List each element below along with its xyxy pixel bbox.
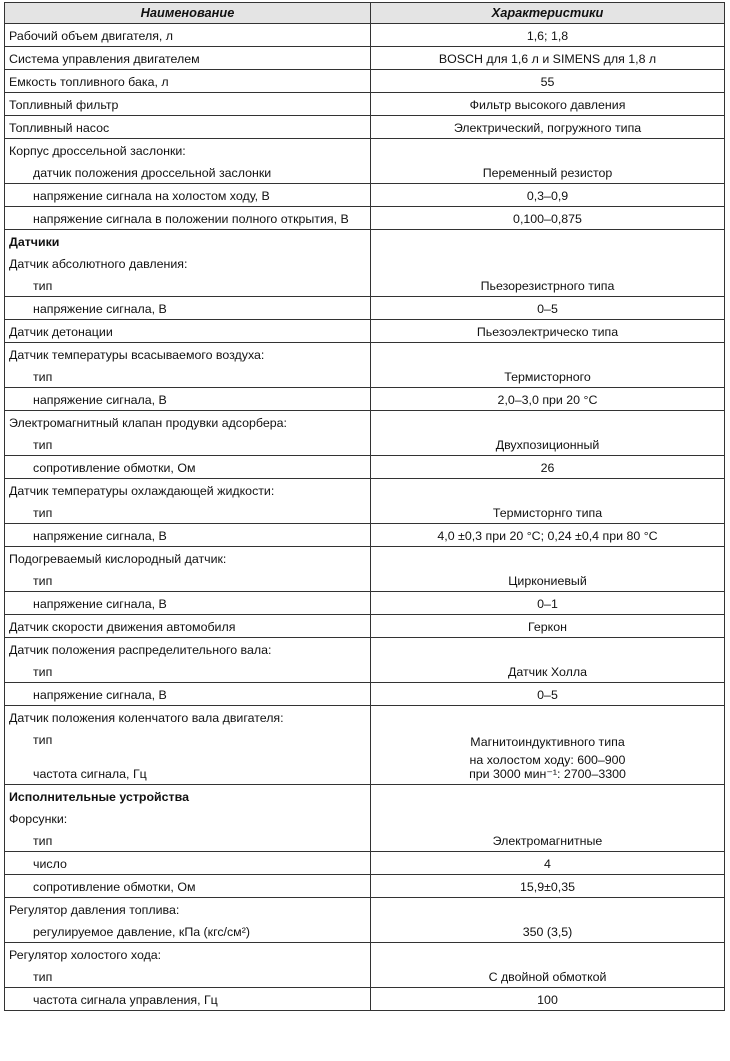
row-name-cell [5,638,371,683]
table-row [5,852,725,875]
row-value-cell [371,24,725,47]
row-name-cell [5,615,371,638]
parameter-name-text: напряжение сигнала на холостом ходу, В [33,189,270,203]
parameter-value-text: 2,0–3,0 при 20 °С [497,393,598,407]
table-row [5,683,725,706]
row-name-cell [5,184,371,207]
parameter-name-text: напряжение сигнала в положении полного открытия, В [33,212,349,226]
row-name-cell [5,70,371,93]
spec-table [4,2,725,1011]
parameter-value [375,943,720,965]
table-row [5,615,725,638]
row-value-cell [371,943,725,988]
parameter-name-text: Емкость топливного бака, л [9,75,169,89]
parameter-name [9,785,366,807]
row-name-cell [5,706,371,785]
parameter-name-text: датчик положения дроссельной заслонки [33,166,272,180]
parameter-name-text: напряжение сигнала, В [33,597,167,611]
row-value-cell [371,320,725,343]
parameter-name-text: тип [33,370,53,384]
row-value-cell [371,479,725,524]
parameter-name [9,161,366,183]
table-row [5,207,725,230]
parameter-name [9,184,366,206]
row-value-cell [371,638,725,683]
table-row [5,411,725,456]
parameter-name-text: Рабочий объем двигателя, л [9,29,174,43]
row-value-cell [371,139,725,184]
row-name-cell [5,785,371,852]
parameter-value [375,852,720,874]
parameter-name-text: напряжение сигнала, В [33,688,167,702]
table-row [5,592,725,615]
row-name-cell [5,943,371,988]
parameter-name [9,252,366,274]
row-value-cell [371,47,725,70]
parameter-name [9,988,366,1010]
parameter-value [375,524,720,546]
column-header-value: Характеристики [371,3,725,24]
row-name-cell [5,230,371,297]
parameter-name [9,501,366,523]
parameter-value [375,93,720,115]
parameter-name [9,875,366,897]
row-name-cell [5,297,371,320]
parameter-value [375,320,720,342]
table-row [5,638,725,683]
parameter-name-text: Регулятор холостого хода: [9,948,162,962]
parameter-value [375,365,720,387]
table-row [5,47,725,70]
row-value-cell [371,184,725,207]
parameter-name [9,207,366,229]
row-name-cell [5,592,371,615]
parameter-value [375,252,720,274]
row-value-cell [371,785,725,852]
parameter-name-text: частота сигнала управления, Гц [33,993,218,1007]
parameter-value-text: 1,6; 1,8 [526,29,569,43]
parameter-name [9,47,366,69]
table-row [5,70,725,93]
parameter-value-text: на холостом ходу: 600–900 при 3000 мин⁻¹: 2700–3300 [469,753,626,781]
parameter-value-text: Переменный резистор [482,166,613,180]
row-value-cell [371,411,725,456]
row-value-cell [371,852,725,875]
parameter-value [375,411,720,433]
row-name-cell [5,411,371,456]
parameter-value [375,988,720,1010]
row-value-cell [371,524,725,547]
table-row [5,706,725,785]
row-value-cell [371,70,725,93]
parameter-name-text: число [33,857,67,871]
parameter-value [375,501,720,523]
parameter-name-text: Датчик скорости движения автомобиля [9,620,236,634]
row-value-cell [371,230,725,297]
parameter-name-text: напряжение сигнала, В [33,302,167,316]
parameter-name [9,70,366,92]
parameter-value [375,875,720,897]
parameter-name [9,807,366,829]
parameter-name [9,411,366,433]
table-row [5,943,725,988]
parameter-name-text: напряжение сигнала, В [33,529,167,543]
row-name-cell [5,988,371,1011]
parameter-name-text: Топливный фильтр [9,98,119,112]
parameter-name [9,615,366,637]
header-row [5,3,725,24]
table-row [5,456,725,479]
row-name-cell [5,343,371,388]
parameter-value [375,569,720,591]
parameter-name-text: регулируемое давление, кПа (кгс/см²) [33,925,250,939]
parameter-name-text: тип [33,574,53,588]
row-value-cell [371,207,725,230]
table-row [5,320,725,343]
parameter-name [9,750,366,784]
row-name-cell [5,547,371,592]
row-value-cell [371,116,725,139]
parameter-value [375,70,720,92]
parameter-name-text: Система управления двигателем [9,52,200,66]
parameter-name [9,388,366,410]
parameter-name [9,230,366,252]
parameter-value-text: С двойной обмоткой [488,970,607,984]
parameter-name [9,728,366,750]
parameter-value-text: 4 [544,857,551,871]
parameter-value-text: 26 [540,461,555,475]
parameter-value-text: 0–5 [537,688,558,702]
row-name-cell [5,852,371,875]
row-name-cell [5,93,371,116]
parameter-value [375,433,720,455]
parameter-name [9,24,366,46]
row-name-cell [5,207,371,230]
parameter-value [375,47,720,69]
parameter-value [375,730,720,752]
row-name-cell [5,139,371,184]
table-row [5,116,725,139]
parameter-value-text: Датчик Холла [507,665,588,679]
parameter-name [9,569,366,591]
parameter-name [9,320,366,342]
parameter-value-text: 4,0 ±0,3 при 20 °С; 0,24 ±0,4 при 80 °С [437,529,658,543]
parameter-name [9,683,366,705]
parameter-value [375,785,720,807]
row-name-cell [5,388,371,411]
row-value-cell [371,547,725,592]
table-row [5,898,725,943]
parameter-value [375,592,720,614]
parameter-name-text: Корпус дроссельной заслонки: [9,144,186,158]
table-row [5,93,725,116]
parameter-name-text: Датчик положения распределительного вала: [9,643,272,657]
parameter-value [375,207,720,229]
parameter-name-text: сопротивление обмотки, Ом [33,880,196,894]
parameter-name [9,343,366,365]
parameter-name-text: Электромагнитный клапан продувки адсорбера: [9,416,288,430]
row-name-cell [5,24,371,47]
parameter-value [375,615,720,637]
parameter-name [9,274,366,296]
parameter-name-text: тип [33,279,53,293]
parameter-name [9,852,366,874]
row-name-cell [5,320,371,343]
parameter-name-text: Датчик положения коленчатого вала двигателя: [9,711,284,725]
row-name-cell [5,456,371,479]
parameter-value [375,297,720,319]
parameter-value [375,161,720,183]
parameter-value-text: 0,3–0,9 [526,189,569,203]
table-row [5,524,725,547]
parameter-name [9,547,366,569]
parameter-value [375,829,720,851]
parameter-name [9,139,366,161]
parameter-name [9,965,366,987]
parameter-name [9,920,366,942]
parameter-name-text: сопротивление обмотки, Ом [33,461,196,475]
parameter-name [9,524,366,546]
parameter-value-text: Пьезоэлектрическо типа [476,325,619,339]
parameter-value-text: Магнитоиндуктивного типа [470,735,625,749]
table-row [5,785,725,852]
parameter-name-text: Топливный насос [9,121,110,135]
parameter-value [375,388,720,410]
table-row [5,875,725,898]
parameter-value [375,479,720,501]
row-value-cell [371,898,725,943]
parameter-value-text: BOSCH для 1,6 л и SIMENS для 1,8 л [438,52,657,66]
row-name-cell [5,524,371,547]
table-row [5,139,725,184]
parameter-name-text: тип [33,970,53,984]
parameter-name-text: Регулятор давления топлива: [9,903,180,917]
table-row [5,343,725,388]
parameter-name [9,829,366,851]
parameter-value [375,24,720,46]
table-row [5,388,725,411]
parameter-value [375,139,720,161]
row-value-cell [371,683,725,706]
parameter-name-text: тип [33,733,53,747]
table-row [5,230,725,297]
parameter-value-text: Термисторнго типа [492,506,603,520]
parameter-value-text: 0,100–0,875 [513,212,582,226]
row-name-cell [5,683,371,706]
parameter-name [9,456,366,478]
parameter-value-text: 0–5 [537,302,558,316]
row-name-cell [5,875,371,898]
parameter-value-text: 0–1 [537,597,558,611]
row-value-cell [371,456,725,479]
parameter-name-text: Датчик температуры охлаждающей жидкости: [9,484,275,498]
row-value-cell [371,297,725,320]
parameter-value-text: 350 (3,5) [522,925,573,939]
row-value-cell [371,615,725,638]
row-value-cell [371,706,725,785]
parameter-value-text: Геркон [528,620,567,634]
parameter-value [375,456,720,478]
parameter-value [375,343,720,365]
row-value-cell [371,93,725,116]
row-value-cell [371,592,725,615]
parameter-name-text: Датчики [9,235,60,249]
parameter-value-text: Электрический, погружного типа [453,121,642,135]
spec-body [5,24,725,1011]
table-row [5,24,725,47]
parameter-value-text: 100 [537,993,558,1007]
table-row [5,184,725,207]
parameter-name-text: Исполнительные устройства [9,790,189,804]
parameter-value-text: Термисторного [504,370,591,384]
parameter-name [9,365,366,387]
parameter-value [375,274,720,296]
parameter-name [9,943,366,965]
parameter-name [9,433,366,455]
parameter-name-text: Форсунки: [9,812,68,826]
parameter-name-text: Датчик абсолютного давления: [9,257,188,271]
row-name-cell [5,116,371,139]
parameter-value [375,116,720,138]
parameter-value [375,752,720,784]
parameter-value [375,708,720,730]
parameter-name-text: тип [33,506,53,520]
row-name-cell [5,898,371,943]
parameter-value-text: Циркониевый [508,574,587,588]
parameter-value [375,660,720,682]
parameter-name-text: частота сигнала, Гц [33,767,147,781]
row-value-cell [371,388,725,411]
parameter-name [9,706,366,728]
parameter-value [375,547,720,569]
parameter-value [375,638,720,660]
table-row [5,297,725,320]
parameter-name [9,898,366,920]
parameter-value-text: 15,9±0,35 [519,880,576,894]
table-row [5,988,725,1011]
parameter-value [375,898,720,920]
parameter-value [375,920,720,942]
row-value-cell [371,988,725,1011]
parameter-name [9,116,366,138]
table-row [5,547,725,592]
parameter-value-text: 55 [540,75,555,89]
parameter-value-text: Фильтр высокого давления [469,98,626,112]
parameter-value-text: Двухпозиционный [495,438,600,452]
row-value-cell [371,875,725,898]
column-header-name: Наименование [5,3,371,24]
table-row [5,479,725,524]
parameter-name-text: напряжение сигнала, В [33,393,167,407]
parameter-name [9,93,366,115]
parameter-name-text: Датчик детонации [9,325,113,339]
parameter-value [375,683,720,705]
parameter-name-text: тип [33,665,53,679]
row-name-cell [5,47,371,70]
parameter-name-text: тип [33,438,53,452]
parameter-value-text: Пьезорезистрного типа [480,279,615,293]
parameter-name-text: тип [33,834,53,848]
parameter-name [9,592,366,614]
parameter-value [375,807,720,829]
parameter-name [9,638,366,660]
parameter-value-text: Электромагнитные [492,834,603,848]
parameter-name [9,479,366,501]
parameter-name-text: Датчик температуры всасываемого воздуха: [9,348,265,362]
parameter-name [9,297,366,319]
row-value-cell [371,343,725,388]
parameter-value [375,230,720,252]
parameter-value [375,184,720,206]
parameter-value [375,965,720,987]
row-name-cell [5,479,371,524]
parameter-name-text: Подогреваемый кислородный датчик: [9,552,227,566]
parameter-name [9,660,366,682]
